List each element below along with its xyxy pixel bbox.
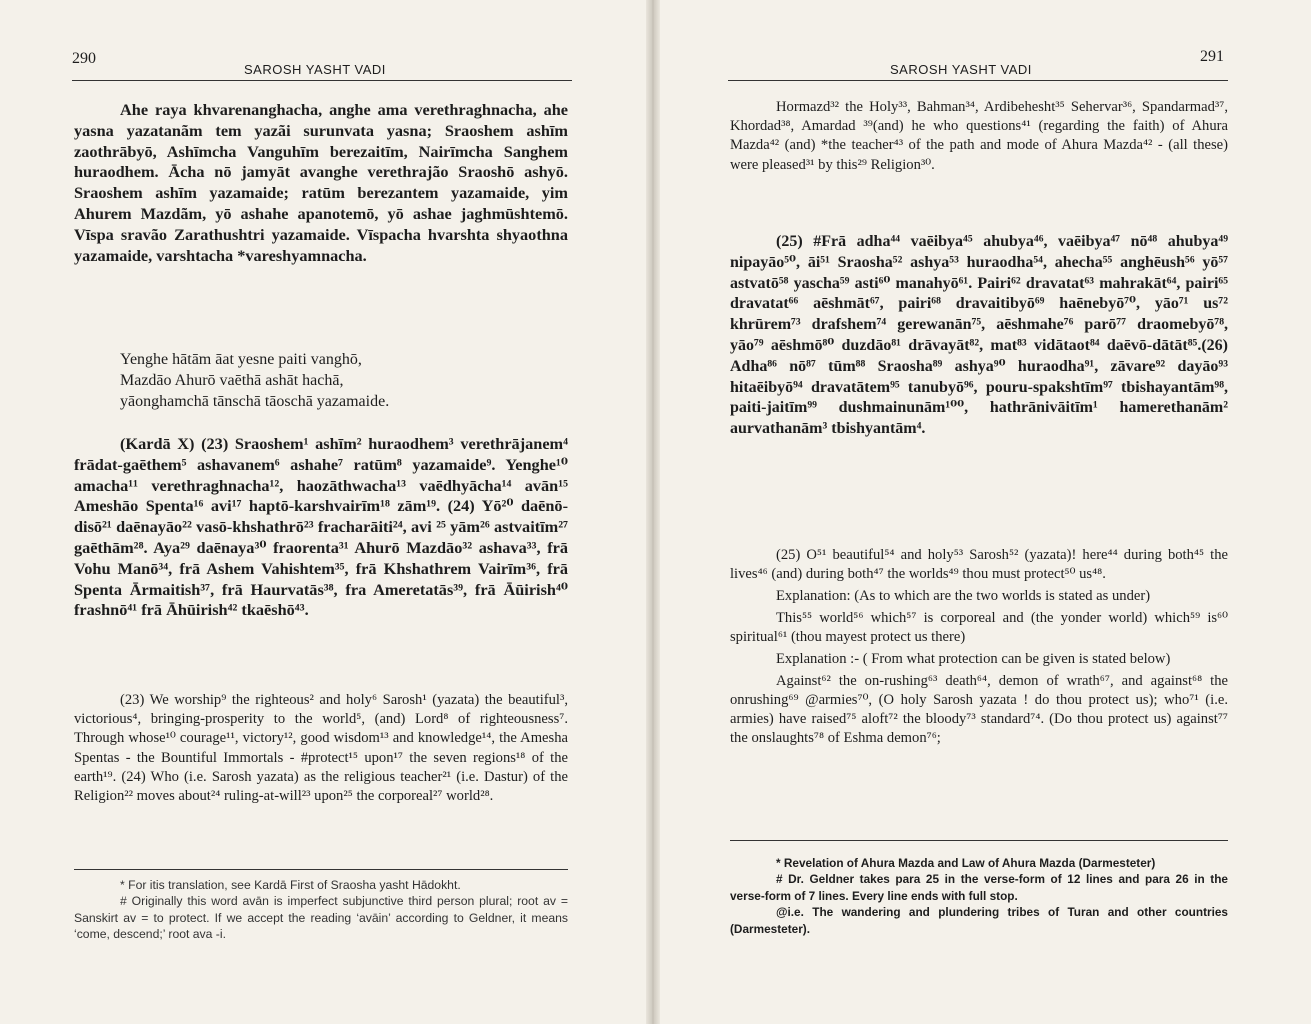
right-avestan-block xyxy=(730,232,1228,440)
left-verse-block xyxy=(74,350,568,412)
right-footnotes xyxy=(730,855,1228,937)
right-page-header xyxy=(728,46,1228,81)
left-avestan-block-1 xyxy=(74,100,568,266)
left-footnotes xyxy=(74,877,568,943)
right-page xyxy=(660,0,1311,1024)
footnote: # Dr. Geldner takes para 25 in the verse-form of 12 lines and para 26 in the verse-form of 7 lines. Every line ends with full stop. xyxy=(730,872,1228,903)
left-page-number: 290 xyxy=(72,50,96,67)
explanation-paragraph: Explanation: (As to which are the two worlds is stated as under) xyxy=(776,588,1151,604)
footnote: @i.e. The wandering and plundering tribes of Turan and other countries (Darmesteter). xyxy=(730,905,1228,936)
right-page-number: 291 xyxy=(1200,48,1224,65)
left-footnote-rule xyxy=(74,869,568,870)
translation-paragraph: (25) O⁵¹ beautiful⁵⁴ and holy⁵³ Sarosh⁵² (yazata)! here⁴⁴ during both⁴⁵ the lives⁴⁶ (and) during both⁴⁷ the worlds⁴⁹ thou must protect⁵⁰ us⁴⁸. xyxy=(730,547,1228,582)
footnote: # Originally this word avān is imperfect subjunctive third person plural; root av = Sanskirt av = to protect. If we accept the reading ‘avāin’ according to Geldner, it means ‘come, descend;’ root ava -i. xyxy=(74,894,568,942)
left-translation-block xyxy=(74,691,568,806)
left-page-header xyxy=(72,46,572,81)
left-running-title: SAROSH YASHT VADI xyxy=(244,62,386,77)
avestan-paragraph: Ahe raya khvarenanghacha, anghe ama verethraghnacha, ahe yasna yazatanãm tem yazãi surunvata yasna; Sraoshem ashīm zaothrābyō, Ashīmcha Vanguhīm berezaitīm, Nairīmcha Sanghem huraodhem. Ācha nō jamyāt avanghe verethrajão Sraoshō ashyō. Sraoshem ashīm yazamaide; ratūm berezantem yazamaide, yim Ahurem Mazdãm, yō ashahe apanotemō, yō ashae jaghmūshtemō. Vīspa sravão Zarathushtri yazamaide. Vīspacha hvarshta shyaothna yazamaide, varshtacha *vareshyamnacha. xyxy=(74,100,568,265)
translation-paragraph: Against⁶² the on-rushing⁶³ death⁶⁴, demon of wrath⁶⁷, and against⁶⁸ the onrushing⁶⁹ @armies⁷⁰, (O holy Sarosh yazata ! do thou protect us); who⁷¹ (i.e. armies) have raised⁷⁵ aloft⁷² the bloody⁷³ standard⁷⁴. (Do thou protect us) against⁷⁷ the onslaughts⁷⁸ of Eshma demon⁷⁶; xyxy=(730,673,1228,746)
avestan-paragraph: (25) #Frā adha⁴⁴ vaēibya⁴⁵ ahubya⁴⁶, vaēibya⁴⁷ nō⁴⁸ ahubya⁴⁹ nipayāo⁵⁰, āi⁵¹ Sraosha⁵² ashya⁵³ huraodha⁵⁴, ahecha⁵⁵ anghēush⁵⁶ yō⁵⁷ astvatō⁵⁸ yascha⁵⁹ asti⁶⁰ manahyō⁶¹. Pairi⁶² dravatat⁶³ mahrakāt⁶⁴, pairi⁶⁵ dravatat⁶⁶ aēshmāt⁶⁷, pairi⁶⁸ dravaitibyō⁶⁹ haēnebyō⁷⁰, yāo⁷¹ us⁷² khrūrem⁷³ drafshem⁷⁴ gerewanān⁷⁵, aēshmahe⁷⁶ parō⁷⁷ draomebyō⁷⁸, yāo⁷⁹ aēshmō⁸⁰ duzdāo⁸¹ drāvayāt⁸², mat⁸³ vidātaot⁸⁴ daēvō-dātāt⁸⁵.(26) Adha⁸⁶ nō⁸⁷ tūm⁸⁸ Sraosha⁸⁹ ashya⁹⁰ huraodha⁹¹, zāvare⁹² dayāo⁹³ hitaēibyō⁹⁴ dravatātem⁹⁵ tanubyō⁹⁶, pouru-spakshtīm⁹⁷ tbishayantām⁹⁸, paiti-jaitīm⁹⁹ dushmainunām¹⁰⁰, hathrānivāitīm¹ hamerethanām² aurvathanām³ tbishyantām⁴. xyxy=(730,233,1228,438)
verse-line: yāonghamchā tānschā tāoschā yazamaide. xyxy=(120,392,390,410)
verse-line: Yenghe hātām āat yesne paiti vanghō, xyxy=(120,351,362,368)
left-page xyxy=(0,0,650,1024)
footnote: * Revelation of Ahura Mazda and Law of Ahura Mazda (Darmesteter) xyxy=(776,856,1156,870)
verse-line: Mazdāo Ahurō vaēthā ashāt hachā, xyxy=(120,371,344,389)
translation-paragraph: This⁵⁵ world⁵⁶ which⁵⁷ is corporeal and (the yonder world) which⁵⁹ is⁶⁰ spiritual⁶¹ (thou mayest protect us there) xyxy=(730,610,1228,645)
avestan-paragraph: (Kardā X) (23) Sraoshem¹ ashīm² huraodhem³ verethrājanem⁴ frādat-gaēthem⁵ ashavanem⁶ ashahe⁷ ratūm⁸ yazamaide⁹. Yenghe¹⁰ amacha¹¹ verethraghnacha¹², haozāthwacha¹³ vaēdhyācha¹⁴ avān¹⁵ Ameshāo Spenta¹⁶ avi¹⁷ haptō-karshvairīm¹⁸ zām¹⁹. (24) Yō²⁰ daēnō-disō²¹ daēnayāo²² vasō-khshathrō²³ fracharāiti²⁴, avi ²⁵ yām²⁶ astvaitīm²⁷ gaēthām²⁸. Aya²⁹ daēnaya³⁰ fraorenta³¹ Ahurō Mazdāo³² ashava³³, frā Vohu Manō³⁴, frā Ashem Vahishtem³⁵, frā Khshathrem Vairīm³⁶, frā Spenta Ārmaitish³⁷, frā Haurvatās³⁸, fra Ameretatās³⁹, frā Āūirish⁴⁰ frashnō⁴¹ frā Āhūirish⁴² tkaēshō⁴³. xyxy=(74,434,568,620)
right-translation-cont xyxy=(730,98,1228,175)
translation-paragraph: (23) We worship⁹ the righteous² and holy⁶ Sarosh¹ (yazata) the beautiful³, victorious⁴, bringing-prosperity to the world⁵, (and) Lord⁸ of righteousness⁷. Through whose¹⁰ courage¹¹, victory¹², good wisdom¹³ and knowledge¹⁴, the Amesha Spentas - the Bountiful Immortals - #protect¹⁵ upon¹⁷ the seven regions¹⁸ of the earth¹⁹. (24) Who (i.e. Sarosh yazata) as the religious teacher²¹ (i.e. Dastur) of the Religion²² moves about²⁴ ruling-at-will²³ upon²⁵ the corporeal²⁷ world²⁸. xyxy=(74,692,568,805)
footnote: * For itis translation, see Kardā First of Sraosha yasht Hādokht. xyxy=(120,878,461,892)
right-running-title: SAROSH YASHT VADI xyxy=(890,62,1032,77)
translation-paragraph: Hormazd³² the Holy³³, Bahman³⁴, Ardibehesht³⁵ Sehervar³⁶, Spandarmad³⁷, Khordad³⁸, Amardad ³⁹(and) he who questions⁴¹ (regarding the faith) of Ahura Mazda⁴² (and) *the teacher⁴³ of the path and mode of Ahura Mazda⁴² - (all these) were pleased³¹ by this²⁹ Religion³⁰. xyxy=(730,99,1228,173)
left-avestan-block-2 xyxy=(74,434,568,621)
right-translation-block xyxy=(730,546,1228,748)
explanation-paragraph: Explanation :- ( From what protection can be given is stated below) xyxy=(776,651,1171,667)
right-footnote-rule xyxy=(730,840,1228,841)
